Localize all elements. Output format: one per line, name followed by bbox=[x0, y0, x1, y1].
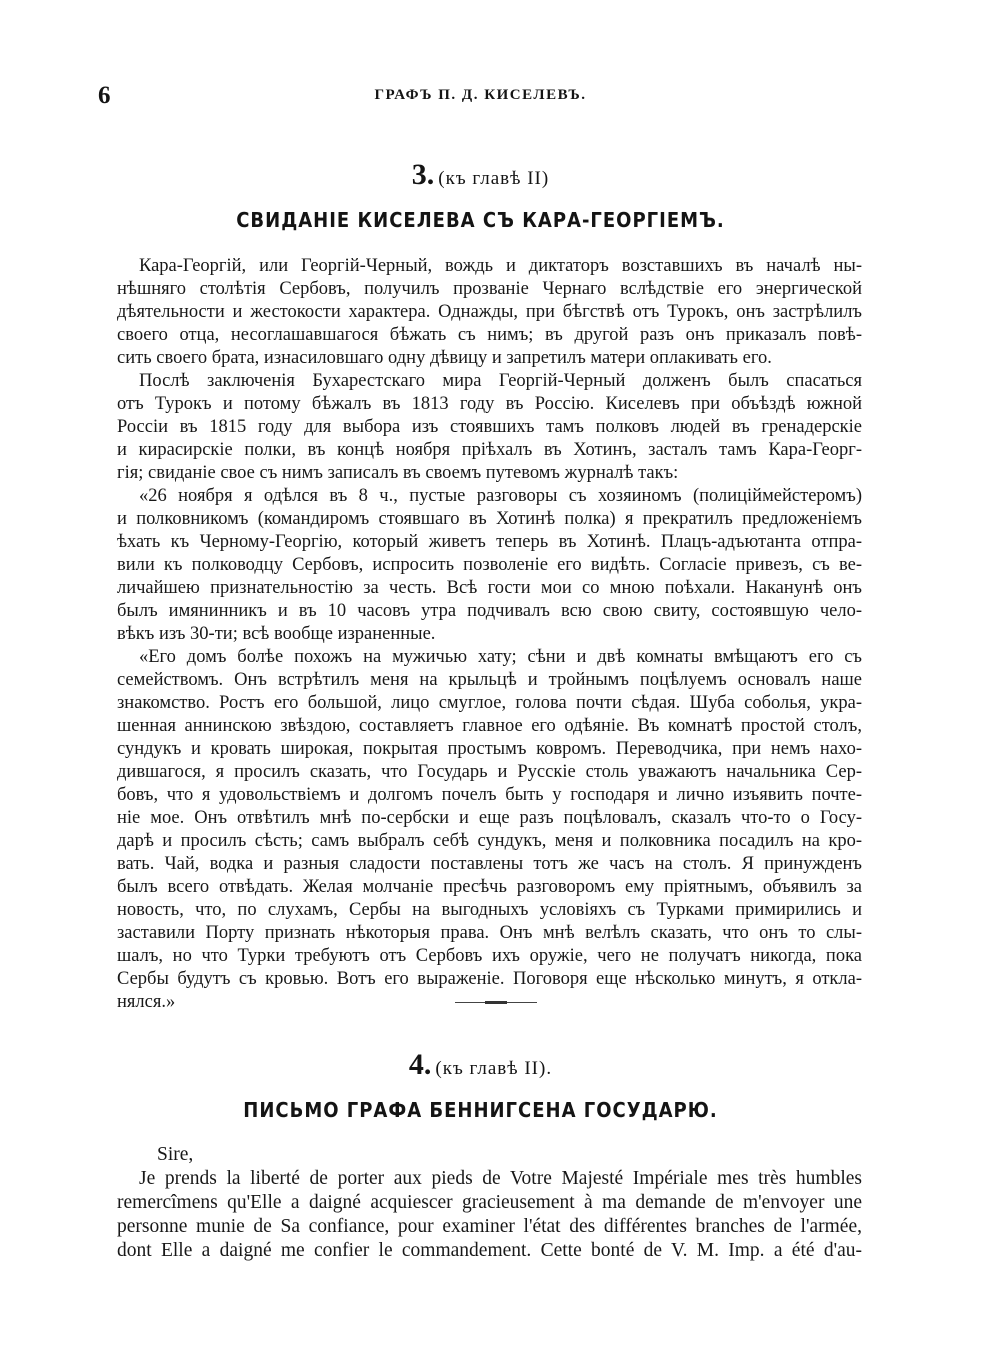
text-line: семействомъ. Онъ встрѣтилъ меня на крыльцѣ и тройнымъ поцѣлуемъ основалъ наше bbox=[117, 670, 862, 690]
text-line: дарѣ и просилъ сѣсть; самъ выбралъ себѣ сундукъ, меня и полковника посадилъ на кро- bbox=[117, 831, 862, 851]
text-line: ѣхать къ Черному-Георгію, который живетъ теперь въ Хотинѣ. Плацъ-адъютанта отпра- bbox=[117, 532, 862, 552]
section-4-heading bbox=[98, 1048, 863, 1082]
text-line: remercîmens qu'Elle a daigné acquiescer gracieusement à ma demande de m'envoyer une bbox=[117, 1192, 862, 1213]
text-line: dont Elle a daigné me confier le commandement. Cette bonté de V. M. Imp. a été d'au- bbox=[117, 1240, 862, 1261]
text-line: и кирасирскіе полки, въ концѣ ноября пріѣхалъ въ Хотинъ, засталъ тамъ Кара-Георг- bbox=[117, 440, 862, 460]
salutation: Sire, bbox=[157, 1144, 194, 1165]
text-line: былъ всего отвѣдать. Желая молчаніе пресѣчь разговоромъ ему пріятнымъ, объявилъ за bbox=[117, 877, 862, 897]
text-line: личайшею признательностію за честь. Всѣ гости мои со мною поѣхали. Наканунѣ онъ bbox=[117, 578, 862, 598]
page-header bbox=[98, 82, 863, 112]
section-4-body bbox=[117, 1143, 862, 1263]
page-number: 6 bbox=[98, 82, 111, 109]
text-line: сундукъ и кровать широкая, покрытая простымъ ковромъ. Переводчика, при немъ нахо- bbox=[117, 739, 862, 759]
text-line: отъ Турокъ и потому бѣжалъ въ 1813 году въ Россію. Киселевъ при объѣздѣ южной bbox=[117, 394, 862, 414]
running-head: ГРАФЪ П. Д. КИСЕЛЕВЪ. bbox=[374, 87, 587, 103]
text-line: знакомство. Ростъ его большой, лицо смуглое, голова почти сѣдая. Шуба соболья, укра- bbox=[117, 693, 862, 713]
text-line: personne munie de Sa confiance, pour examiner l'état des différentes branches de l'armée, bbox=[117, 1216, 862, 1237]
section-3-chapter: (къ главѣ II) bbox=[438, 168, 550, 189]
text-line: былъ имянинникъ и въ 10 часовъ утра подчивалъ всю свою свиту, состоявшую чело- bbox=[117, 601, 862, 621]
text-line: Je prends la liberté de porter aux pieds de Votre Majesté Impériale mes très humbles bbox=[139, 1168, 862, 1189]
section-divider bbox=[455, 1002, 537, 1003]
text-line: нѣшняго столѣтія Сербовъ, получилъ прозваніе Чернаго вслѣдствіе его энергической bbox=[117, 279, 862, 299]
text-line: дѣятельности и жестокости характера. Однажды, при бѣгствѣ отъ Турокъ, онъ застрѣлилъ bbox=[117, 302, 862, 322]
text-line: и полковникомъ (командиромъ стоявшаго въ Хотинѣ полка) я прекратилъ предложеніемъ bbox=[117, 509, 862, 529]
text-line: Сербы будутъ съ кровью. Вотъ его выраженіе. Поговоря еще нѣсколько минутъ, я откла- bbox=[117, 969, 862, 989]
section-3-number: 3. bbox=[411, 158, 435, 191]
text-line: Кара-Георгій, или Георгій-Черный, вождь и диктаторъ возставшихъ въ началѣ ны- bbox=[139, 256, 862, 276]
text-line: вать. Чай, водка и разныя сладости поставлены тотъ же часъ на столъ. Я принужденъ bbox=[117, 854, 862, 874]
text-line: нялся.» bbox=[117, 992, 176, 1012]
text-line: бовъ, что я удовольствіемъ и долгомъ почелъ быть у господаря и лично изъявить почте- bbox=[117, 785, 862, 805]
text-line: гія; свиданіе свое съ нимъ записалъ въ своемъ путевомъ журналѣ такъ: bbox=[117, 463, 679, 483]
text-line: заставили Порту признать нѣкоторыя права. Онъ мнѣ велѣлъ сказать, что онъ то слы- bbox=[117, 923, 862, 943]
section-4-title: ПИСЬМО ГРАФА БЕННИГСЕНА ГОСУДАРЮ. bbox=[243, 1098, 718, 1122]
text-line: Послѣ заключенія Бухарестскаго мира Георгій-Черный долженъ былъ спасаться bbox=[139, 371, 862, 391]
text-line: «26 ноября я одѣлся въ 8 ч., пустые разговоры съ хозяиномъ (полиціймейстеромъ) bbox=[139, 486, 862, 506]
text-line: сить своего брата, изнасиловшаго одну дѣвицу и запретилъ матери оплакивать его. bbox=[117, 348, 772, 368]
text-line: вили къ полководцу Сербовъ, испросить позволеніе его видѣть. Согласіе привезъ, съ ве- bbox=[117, 555, 862, 575]
text-line: шалъ, но что Турки требуютъ отъ Сербовъ ихъ оружіе, чего не получатъ никогда, пока bbox=[117, 946, 862, 966]
text-line: «Его домъ болѣе похожъ на мужичью хату; сѣни и двѣ комнаты вмѣщаютъ его съ bbox=[139, 647, 862, 667]
section-4-chapter: (къ главѣ II). bbox=[435, 1058, 553, 1079]
section-3-heading bbox=[98, 158, 863, 192]
section-4-number: 4. bbox=[408, 1048, 432, 1081]
text-line: дившагося, я просилъ сказать, что Государь и Русскіе столь уважаютъ начальника Сер- bbox=[117, 762, 862, 782]
text-line: Россіи въ 1815 году для выбора изъ стоявшихъ тамъ полковъ людей въ гренадерскіе bbox=[117, 417, 862, 437]
text-line: ніе мое. Онъ отвѣтилъ мнѣ по-сербски и еще разъ поцѣловалъ, сказалъ что-то о Госу- bbox=[117, 808, 862, 828]
text-line: новость, что, по слухамъ, Сербы на выгодныхъ условіяхъ съ Турками примирились и bbox=[117, 900, 862, 920]
text-line: шенная аннинскою звѣздою, составляетъ главное его одѣяніе. Въ комнатѣ простой столъ, bbox=[117, 716, 862, 736]
section-3-title: СВИДАНІЕ КИСЕЛЕВА СЪ КАРА-ГЕОРГІЕМЪ. bbox=[236, 208, 725, 232]
section-3-body bbox=[117, 255, 862, 1014]
text-line: вѣкъ изъ 30-ти; всѣ вообще израненные. bbox=[117, 624, 436, 644]
text-line: своего отца, несоглашавшагося бѣжать съ нимъ; въ другой разъ онъ приказалъ повѣ- bbox=[117, 325, 862, 345]
